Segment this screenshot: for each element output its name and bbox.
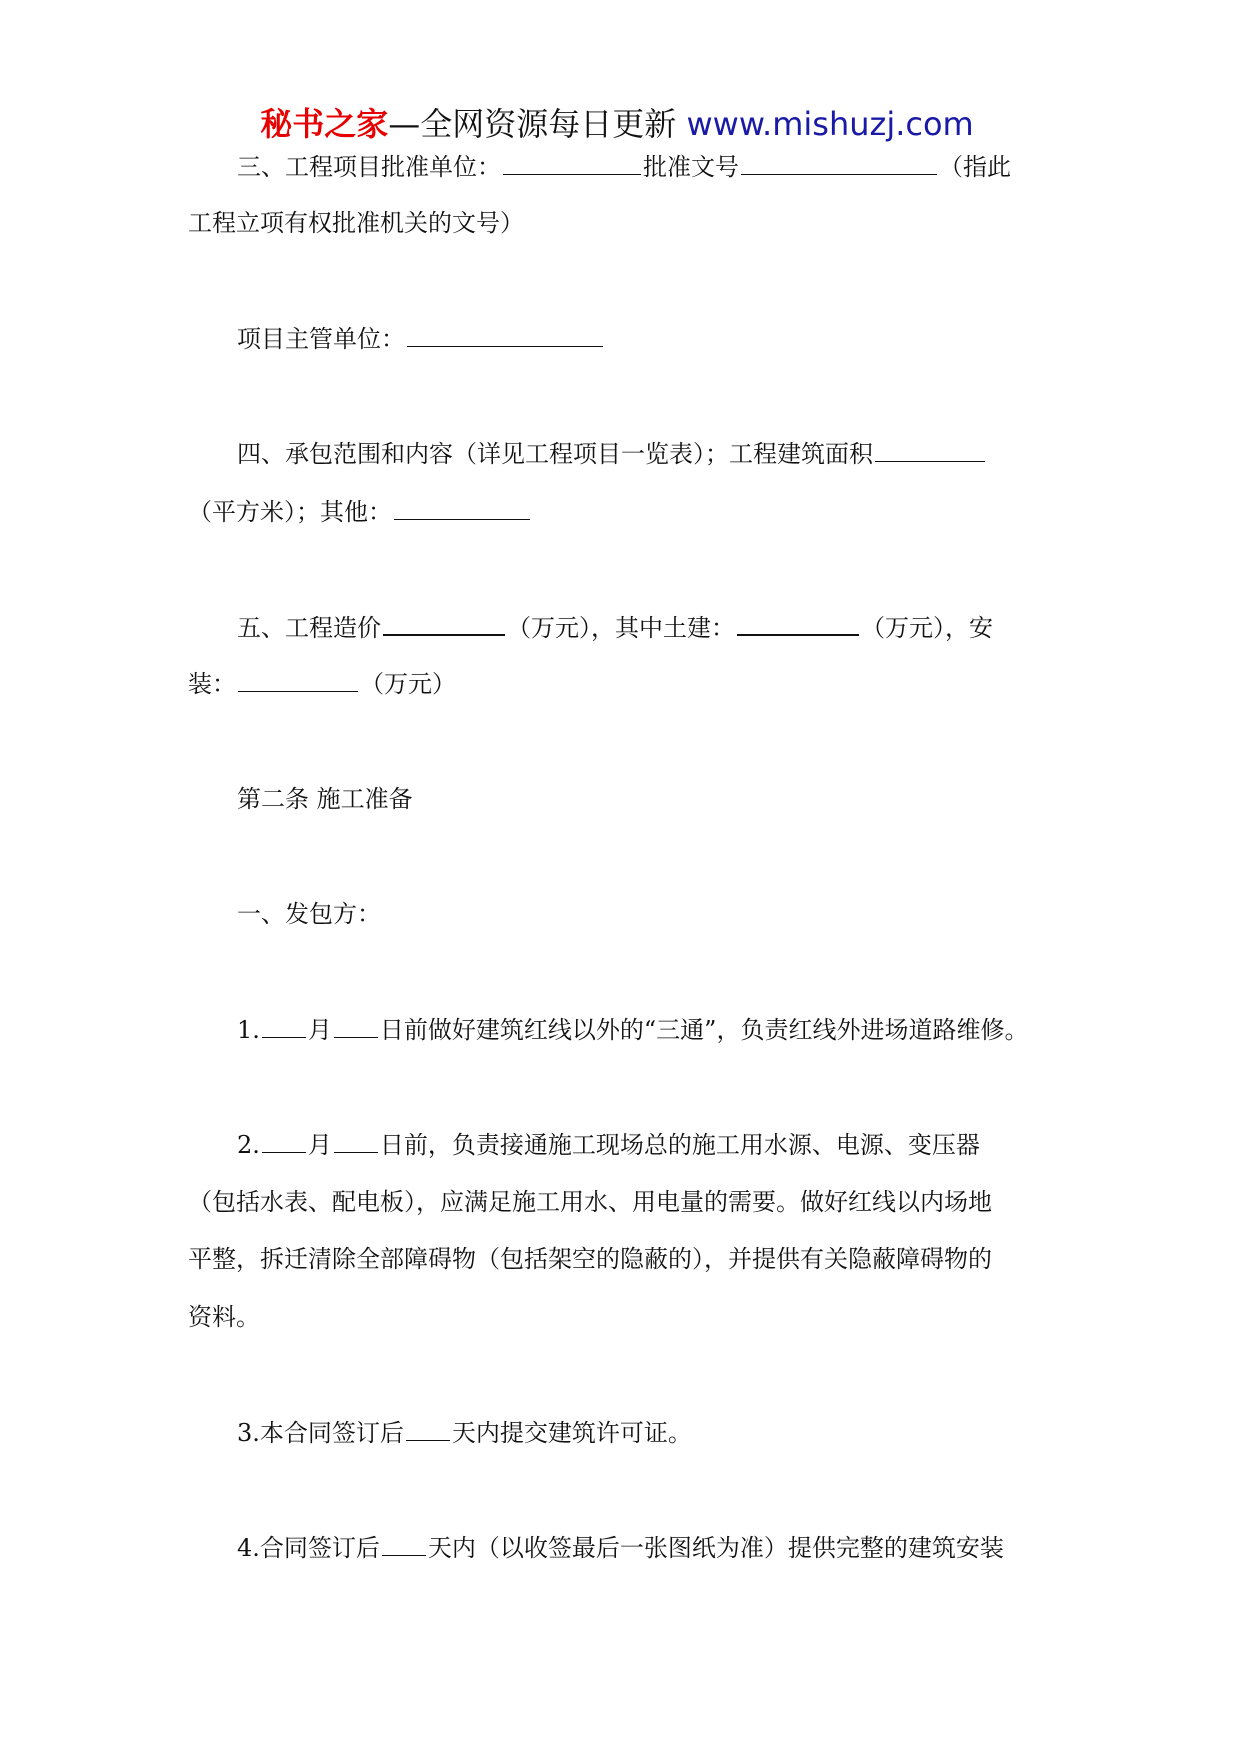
item-1	[237, 1013, 1028, 1046]
civil-works-label: （万元），其中土建：	[507, 614, 735, 642]
site-brand: 秘书之家	[260, 105, 389, 143]
supervisor-label: 项目主管单位：	[237, 325, 405, 353]
item-1-day-blank	[334, 1013, 378, 1038]
area-unit-other-label: （平方米）；其他：	[188, 498, 392, 526]
item-3	[237, 1416, 692, 1449]
item-2-text-2: （包括水表、配电板），应满足施工用水、用电量的需要。做好红线以内场地	[188, 1188, 992, 1216]
item-2-line-2	[188, 1186, 992, 1218]
item-2-number: 2.	[237, 1131, 260, 1159]
section-3-note-end: 工程立项有权批准机关的文号）	[188, 209, 524, 237]
section-5-line-2	[188, 667, 456, 700]
article-2-title: 第二条 施工准备	[237, 785, 413, 813]
item-2-day-blank	[334, 1128, 378, 1153]
installation-label-start: （万元），安	[861, 614, 993, 642]
site-header	[0, 104, 1234, 144]
item-4	[237, 1531, 1004, 1564]
party-heading	[237, 898, 381, 930]
item-1-month-blank	[262, 1013, 306, 1038]
installation-label-end: 装：	[188, 670, 236, 698]
section-3-note-start: （指此	[939, 153, 1011, 181]
section-3-label: 三、工程项目批准单位：	[237, 153, 501, 181]
party-label: 一、发包方：	[237, 900, 381, 928]
other-blank	[394, 495, 530, 520]
project-cost-blank	[383, 610, 505, 636]
item-4-text-1: 4.合同签订后	[237, 1534, 380, 1562]
section-3-line-1	[237, 150, 1011, 183]
section-4-line-2	[188, 495, 532, 528]
item-1-number: 1.	[237, 1016, 260, 1044]
site-tagline: —全网资源每日更新	[388, 105, 687, 143]
item-2-text: 日前，负责接通施工现场总的施工用水源、电源、变压器	[379, 1131, 980, 1159]
item-2-line-3	[188, 1243, 992, 1275]
section-5-line-1	[237, 610, 993, 644]
building-area-blank	[875, 437, 985, 462]
section-4-label: 四、承包范围和内容（详见工程项目一览表）；工程建筑面积	[237, 440, 873, 468]
project-cost-label: 五、工程造价	[237, 614, 381, 642]
item-2-line-4	[188, 1301, 260, 1333]
approval-number-blank	[741, 150, 937, 175]
item-1-text: 日前做好建筑红线以外的“三通”，负责红线外进场道路维修。	[379, 1016, 1029, 1044]
installation-unit: （万元）	[360, 670, 456, 698]
item-1-month: 月	[307, 1016, 332, 1044]
approval-number-label: 批准文号	[643, 153, 739, 181]
item-2-month-blank	[262, 1128, 306, 1153]
site-url-link[interactable]: www.mishuzj.com	[686, 105, 974, 143]
section-4-line-1	[237, 437, 987, 470]
item-2-month: 月	[307, 1131, 332, 1159]
item-3-days-blank	[406, 1416, 450, 1441]
item-2-line-1	[237, 1128, 980, 1161]
item-3-text-1: 3.本合同签订后	[237, 1419, 404, 1447]
item-3-text-2: 天内提交建筑许可证。	[451, 1419, 692, 1447]
supervisor-line	[237, 322, 605, 355]
item-2-text-4: 资料。	[188, 1303, 260, 1331]
installation-blank	[238, 667, 358, 692]
section-3-line-2	[188, 207, 524, 239]
supervisor-blank	[407, 322, 603, 347]
article-2-heading	[237, 783, 413, 815]
civil-works-blank	[737, 610, 859, 636]
item-4-days-blank	[382, 1531, 426, 1556]
item-4-text-2: 天内（以收签最后一张图纸为准）提供完整的建筑安装	[427, 1534, 1004, 1562]
item-2-text-3: 平整，拆迁清除全部障碍物（包括架空的隐蔽的），并提供有关隐蔽障碍物的	[188, 1245, 992, 1273]
approval-unit-blank	[503, 150, 641, 175]
